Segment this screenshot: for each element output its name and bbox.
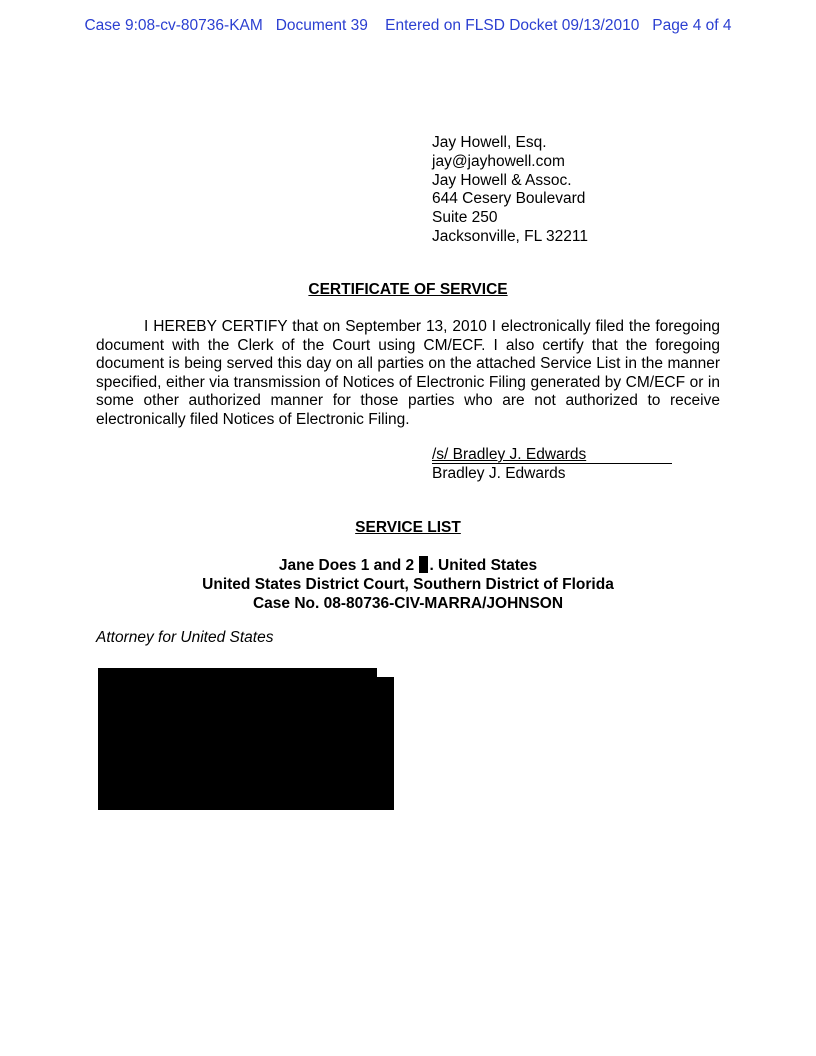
certificate-title: CERTIFICATE OF SERVICE [308,281,508,298]
case-caption [0,556,816,613]
address-line: Jay Howell, Esq. [432,134,547,151]
case-parties-start: Jane Does 1 and 2 [278,557,419,574]
service-list-title: SERVICE LIST [355,519,461,536]
redaction-mark [419,556,428,573]
address-block [432,134,588,247]
address-line: Jacksonville, FL 32211 [432,227,588,245]
case-number: Case No. 08-80736-CIV-MARRA/JOHNSON [252,594,564,612]
address-line: Jay Howell & Assoc. [432,171,572,189]
attorney-label: Attorney for United States [96,629,274,646]
docket-header: Case 9:08-cv-80736-KAM Document 39 Entered on FLSD Docket 09/13/2010 Page 4 of 4 [84,17,732,34]
redaction-block [98,677,394,810]
address-line: Suite 250 [432,209,498,227]
signature-line [432,447,672,464]
signer-name: Bradley J. Edwards [432,464,566,482]
certificate-body: I HEREBY CERTIFY that on September 13, 2010 I electronically filed the foregoing document with the Clerk of the Court using CM/ECF. I also certify that the foregoing document is being served this day on all parties on the attached Service List in the manner specified, either via transmission of Notices of Electronic Filing generated by CM/ECF or in some other authorized manner for those parties who are not authorized to receive electronically filed Notices of Electronic Filing. [96,318,720,428]
case-parties [0,556,816,576]
address-email: jay@jayhowell.com [432,152,565,170]
signature-text: /s/ Bradley J. Edwards [432,446,587,463]
court-name: United States District Court, Southern District of Florida [202,575,614,593]
signature-block [432,446,672,484]
address-line: 644 Cesery Boulevard [432,190,586,208]
case-parties-end: . United States [429,557,538,574]
